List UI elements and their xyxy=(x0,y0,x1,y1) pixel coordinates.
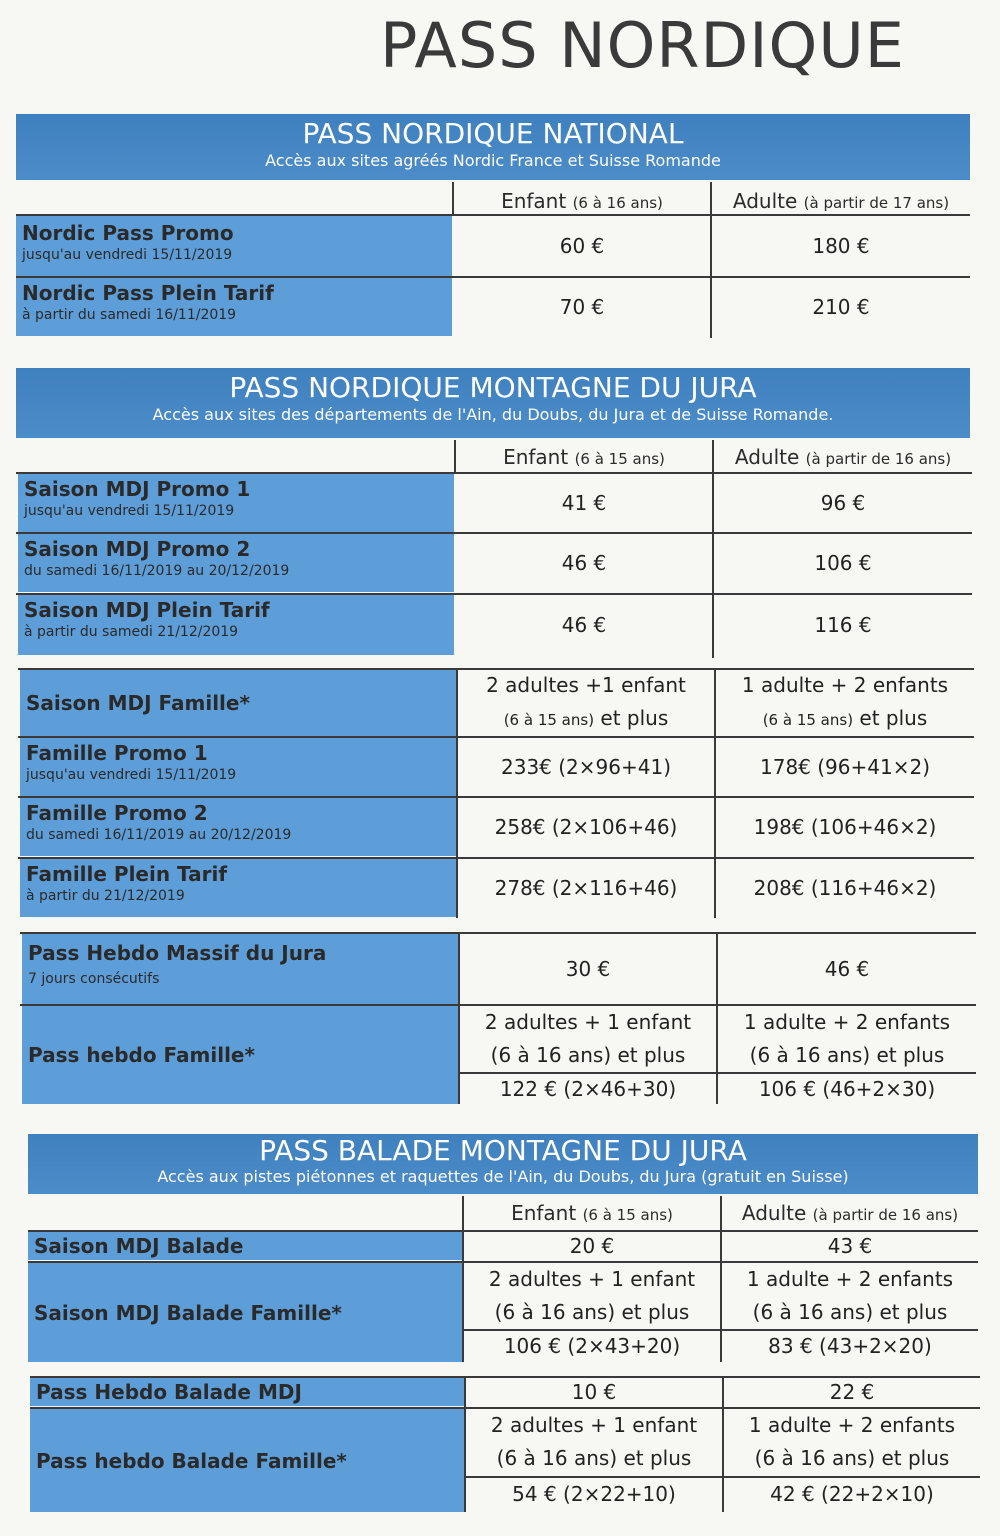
price-cell: 208€ (116+46×2) xyxy=(753,875,937,900)
row-nordic-pass-plein-tarif: Nordic Pass Plein Tarif à partir du samedi 16/11/2019 xyxy=(16,278,452,336)
row-pass-hebdo-balade-mdj: Pass Hebdo Balade MDJ xyxy=(30,1378,464,1406)
row-saison-mdj-balade-famille: Saison MDJ Balade Famille* xyxy=(28,1263,462,1362)
row-pass-hebdo-balade-famille: Pass hebdo Balade Famille* xyxy=(30,1409,464,1512)
section-balade-subtitle: Accès aux pistes piétonnes et raquettes de l'Ain, du Doubs, du Jura (gratuit en Suisse) xyxy=(157,1167,849,1186)
famille-header-cell: 1 adulte + 2 enfants (6 à 15 ans) et plus xyxy=(741,673,949,730)
section-national-subtitle: Accès aux sites agréés Nordic France et Suisse Romande xyxy=(265,151,721,170)
row-saison-mdj-famille: Saison MDJ Famille* xyxy=(20,670,456,736)
row-saison-mdj-balade: Saison MDJ Balade xyxy=(28,1232,462,1260)
price-cell: 41 € xyxy=(561,490,607,515)
price-cell: 20 € xyxy=(569,1233,615,1258)
price-cell: 180 € xyxy=(812,233,870,258)
row-pass-hebdo-famille: Pass hebdo Famille* xyxy=(22,1006,458,1104)
row-nordic-pass-promo: Nordic Pass Promo jusqu'au vendredi 15/11/2019 xyxy=(16,216,452,276)
price-cell: 210 € xyxy=(812,294,870,319)
price-cell: 116 € xyxy=(814,612,872,637)
famille-price-cell: 1 adulte + 2 enfants (6 à 16 ans) et plus xyxy=(748,1413,956,1470)
page-title: PASS NORDIQUE xyxy=(380,9,905,82)
row-pass-hebdo-massif-du-jura: Pass Hebdo Massif du Jura 7 jours consécutifs xyxy=(22,934,458,1004)
price-cell: 83 € (43+2×20) xyxy=(768,1333,932,1358)
row-saison-mdj-promo-1: Saison MDJ Promo 1 jusqu'au vendredi 15/11/2019 xyxy=(18,474,454,532)
row-famille-plein-tarif: Famille Plein Tarif à partir du 21/12/2019 xyxy=(20,859,456,917)
row-famille-promo-2: Famille Promo 2 du samedi 16/11/2019 au 20/12/2019 xyxy=(20,798,456,856)
price-cell: 46 € xyxy=(561,612,607,637)
price-cell: 42 € (22+2×10) xyxy=(770,1481,934,1506)
section-jura-subtitle: Accès aux sites des départements de l'Ain, du Doubs, du Jura et de Suisse Romande. xyxy=(152,405,834,424)
price-cell: 43 € xyxy=(827,1233,873,1258)
col-enfant-header: Enfant (6 à 15 ans) xyxy=(503,445,665,469)
section-jura-header xyxy=(16,368,970,438)
row-saison-mdj-promo-2: Saison MDJ Promo 2 du samedi 16/11/2019 au 20/12/2019 xyxy=(18,534,454,592)
section-balade-title: PASS BALADE MONTAGNE DU JURA xyxy=(259,1134,747,1167)
section-jura-title: PASS NORDIQUE MONTAGNE DU JURA xyxy=(229,371,757,404)
price-cell: 54 € (2×22+10) xyxy=(512,1481,676,1506)
famille-price-cell: 2 adultes + 1 enfant (6 à 16 ans) et plus xyxy=(484,1010,692,1067)
price-cell: 10 € xyxy=(571,1379,617,1404)
row-saison-mdj-plein-tarif: Saison MDJ Plein Tarif à partir du samedi 21/12/2019 xyxy=(18,595,454,655)
price-cell: 70 € xyxy=(559,294,605,319)
col-enfant-header: Enfant (6 à 15 ans) xyxy=(511,1201,673,1225)
price-cell: 96 € xyxy=(820,490,866,515)
price-cell: 46 € xyxy=(561,550,607,575)
price-cell: 106 € xyxy=(814,550,872,575)
price-cell: 46 € xyxy=(824,956,870,981)
price-cell: 106 € (46+2×30) xyxy=(758,1076,936,1101)
row-famille-promo-1: Famille Promo 1 jusqu'au vendredi 15/11/2019 xyxy=(20,738,456,796)
price-cell: 30 € xyxy=(565,956,611,981)
famille-price-cell: 2 adultes + 1 enfant (6 à 16 ans) et plus xyxy=(488,1267,696,1324)
famille-price-cell: 1 adulte + 2 enfants (6 à 16 ans) et plus xyxy=(746,1267,954,1324)
price-cell: 178€ (96+41×2) xyxy=(760,754,930,779)
famille-price-cell: 2 adultes + 1 enfant (6 à 16 ans) et plus xyxy=(490,1413,698,1470)
famille-header-cell: 2 adultes +1 enfant (6 à 15 ans) et plus xyxy=(486,673,686,730)
price-cell: 278€ (2×116+46) xyxy=(494,875,678,900)
section-national-header xyxy=(16,114,970,180)
section-balade-header xyxy=(28,1134,978,1194)
col-adulte-header: Adulte (à partir de 17 ans) xyxy=(732,189,950,213)
price-cell: 60 € xyxy=(559,233,605,258)
price-cell: 198€ (106+46×2) xyxy=(753,814,937,839)
col-adulte-header: Adulte (à partir de 16 ans) xyxy=(741,1201,959,1225)
col-enfant-header: Enfant (6 à 16 ans) xyxy=(501,189,663,213)
famille-price-cell: 1 adulte + 2 enfants (6 à 16 ans) et plus xyxy=(743,1010,951,1067)
price-cell: 233€ (2×96+41) xyxy=(501,754,671,779)
section-national-title: PASS NORDIQUE NATIONAL xyxy=(302,117,684,150)
price-cell: 106 € (2×43+20) xyxy=(503,1333,681,1358)
price-cell: 258€ (2×106+46) xyxy=(494,814,678,839)
col-adulte-header: Adulte (à partir de 16 ans) xyxy=(734,445,952,469)
price-cell: 22 € xyxy=(829,1379,875,1404)
price-cell: 122 € (2×46+30) xyxy=(499,1076,677,1101)
